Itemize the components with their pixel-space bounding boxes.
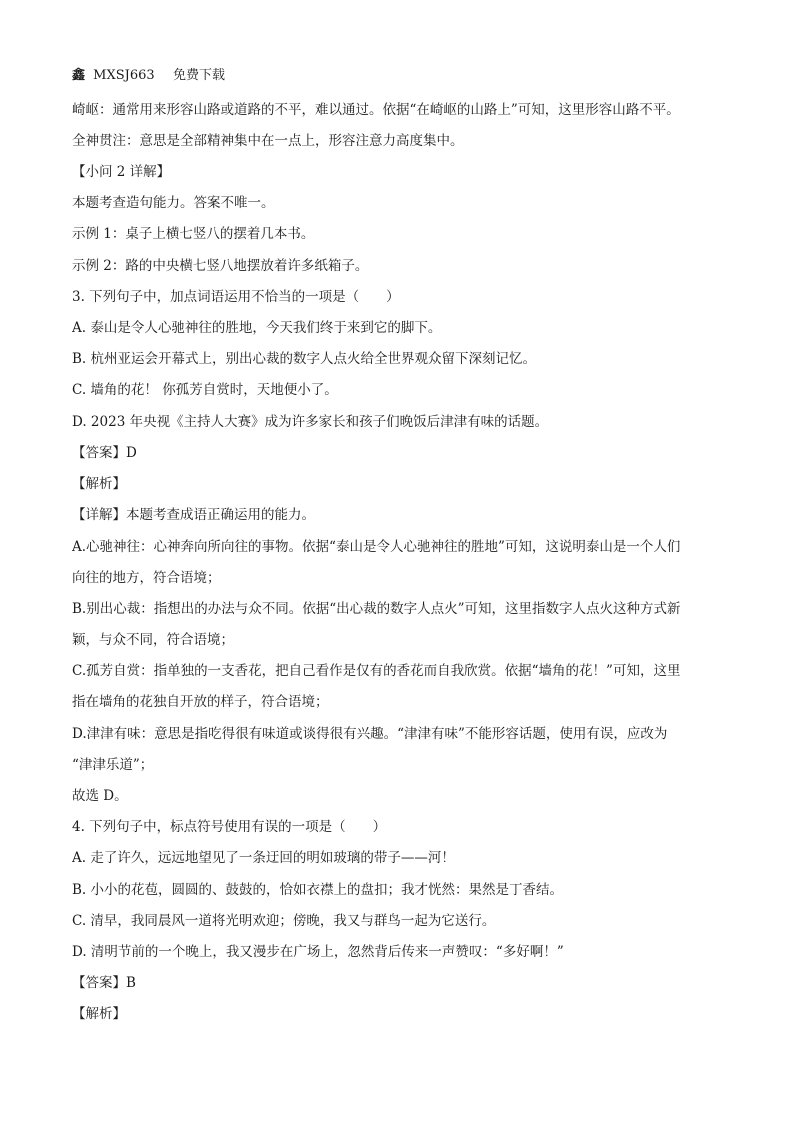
free-download-label: 免费下载 (172, 68, 225, 83)
text-line: 示例 1：桌子上横七竖八的摆着几本书。 (72, 226, 315, 242)
text-line: 颖，与众不同，符合语境； (72, 632, 234, 648)
page-header (72, 66, 225, 86)
question-line: 4. 下列句子中，标点符号使用有误的一项是（ ） (72, 819, 387, 835)
brand-logo-icon: 鑫 (72, 68, 86, 83)
option-line: B. 小小的花苞，圆圆的、鼓鼓的，恰如衣襟上的盘扣；我才恍然：果然是丁香结。 (72, 882, 564, 898)
section-heading: 【解析】 (72, 476, 126, 492)
text-line: “津津乐道”； (72, 757, 154, 773)
option-line: A. 泰山是令人心驰神往的胜地，今天我们终于来到它的脚下。 (72, 320, 442, 336)
text-line: 示例 2：路的中央横七竖八地摆放着许多纸箱子。 (72, 258, 369, 274)
section-heading: 【解析】 (72, 1006, 126, 1022)
option-line: B. 杭州亚运会开幕式上，别出心裁的数字人点火给全世界观众留下深刻记忆。 (72, 351, 537, 367)
text-line: C.孤芳自赏：指单独的一支香花，把自己看作是仅有的香花而自我欣赏。依据“墙角的花！”可知，这里 (72, 663, 681, 679)
text-line: D.津津有味：意思是指吃得很有味道或谈得很有兴趣。“津津有味”不能形容话题，使用有误，应改为 (72, 726, 668, 742)
question-line: 3. 下列句子中，加点词语运用不恰当的一项是（ ） (72, 289, 400, 305)
header-code: MXSJ663 (93, 68, 155, 83)
option-line: C. 清早，我同晨风一道将光明欢迎；傍晚，我又与群鸟一起为它送行。 (72, 913, 496, 929)
section-heading: 【小问 2 详解】 (72, 164, 171, 180)
text-line: 向往的地方，符合语境； (72, 570, 221, 586)
text-line: 【详解】本题考查成语正确运用的能力。 (72, 507, 315, 523)
text-line: 本题考查造句能力。答案不唯一。 (72, 195, 275, 211)
option-line: D. 清明节前的一个晚上，我又漫步在广场上，忽然背后传来一声赞叹：“多好啊！” (72, 944, 564, 960)
option-line: C. 墙角的花！ 你孤芳自赏时，天地便小了。 (72, 382, 338, 398)
answer-line: 【答案】B (72, 975, 136, 991)
option-line: D. 2023 年央视《主持人大赛》成为许多家长和孩子们晚饭后津津有味的话题。 (72, 414, 549, 430)
answer-line: 【答案】D (72, 445, 137, 461)
text-line: 崎岖：通常用来形容山路或道路的不平，难以通过。依据“在崎岖的山路上”可知，这里形容山路不平。 (72, 102, 680, 118)
text-line: 全神贯注：意思是全部精神集中在一点上，形容注意力高度集中。 (72, 133, 464, 149)
text-line: 故选 D。 (72, 788, 128, 804)
text-line: 指在墙角的花独自开放的样子，符合语境； (72, 694, 329, 710)
option-line: A. 走了许久，远远地望见了一条迂回的明如玻璃的带子——河！ (72, 850, 455, 866)
text-line: A.心驰神往：心神奔向所向往的事物。依据“泰山是令人心驰神往的胜地”可知，这说明泰山是一个人们 (72, 539, 681, 555)
text-line: B.别出心裁：指想出的办法与众不同。依据“出心裁的数字人点火”可知，这里指数字人点火这种方式新 (72, 601, 681, 617)
